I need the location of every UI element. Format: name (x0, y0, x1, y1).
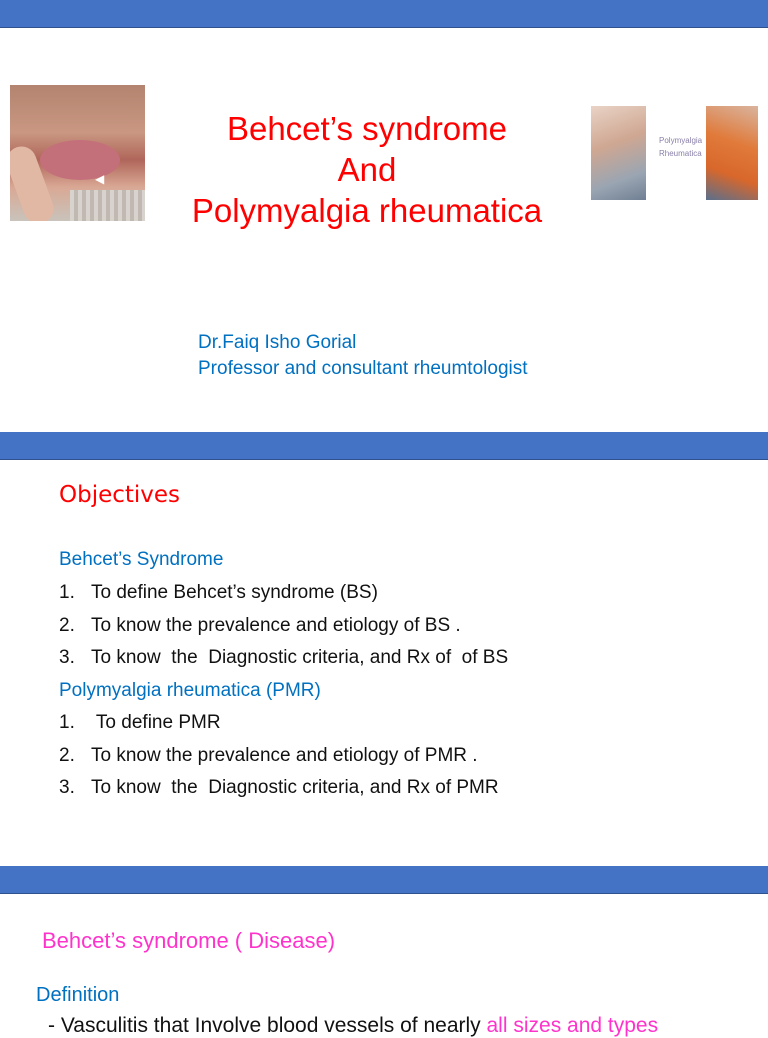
photo-oral-ulcer-icon: ◀ (10, 85, 145, 221)
author-block (198, 330, 528, 382)
definition-highlight: all sizes and types (486, 1014, 659, 1037)
list-item: 2. To know the prevalence and etiology of BS . (59, 614, 461, 636)
author-role: Professor and consultant rheumtologist (198, 358, 528, 379)
list-item: 3. To know the Diagnostic criteria, and Rx of PMR (59, 777, 499, 798)
slide-title (0, 0, 768, 432)
list-item: 3. To know the Diagnostic criteria, and Rx of of BS (59, 647, 509, 668)
objectives-list-pmr (59, 707, 499, 805)
objectives-list-bs (59, 577, 508, 675)
presentation-title (150, 108, 584, 231)
section-heading-pmr: Polymyalgia rheumatica (PMR) (59, 680, 321, 701)
author-name: Dr.Faiq Isho Gorial (198, 332, 357, 353)
list-item: 1. To define PMR (59, 712, 221, 733)
title-line-1: Behcet’s syndrome (226, 110, 508, 147)
title-line-3: Polymyalgia rheumatica (191, 192, 543, 229)
slide-top-bar (0, 432, 768, 460)
definition-label: Definition (36, 984, 120, 1006)
photo-caption: Polymyalgia Rheumatica (659, 136, 703, 158)
definition-text: - Vasculitis that Involve blood vessels of nearly all sizes and types (48, 1014, 659, 1037)
title-line-2: And (337, 151, 397, 188)
slide-objectives (0, 432, 768, 866)
photo-polymyalgia-icon (591, 106, 758, 200)
slide-behcet-definition (0, 866, 768, 1037)
slide-top-bar (0, 0, 768, 28)
behcet-heading: Behcet’s syndrome ( Disease) (42, 928, 336, 953)
list-item: 2. To know the prevalence and etiology of PMR . (59, 744, 478, 766)
list-item: 1. To define Behcet’s syndrome (BS) (59, 582, 378, 603)
objectives-heading: Objectives (59, 482, 181, 508)
slide-top-bar (0, 866, 768, 894)
section-heading-bs: Behcet’s Syndrome (59, 549, 224, 570)
